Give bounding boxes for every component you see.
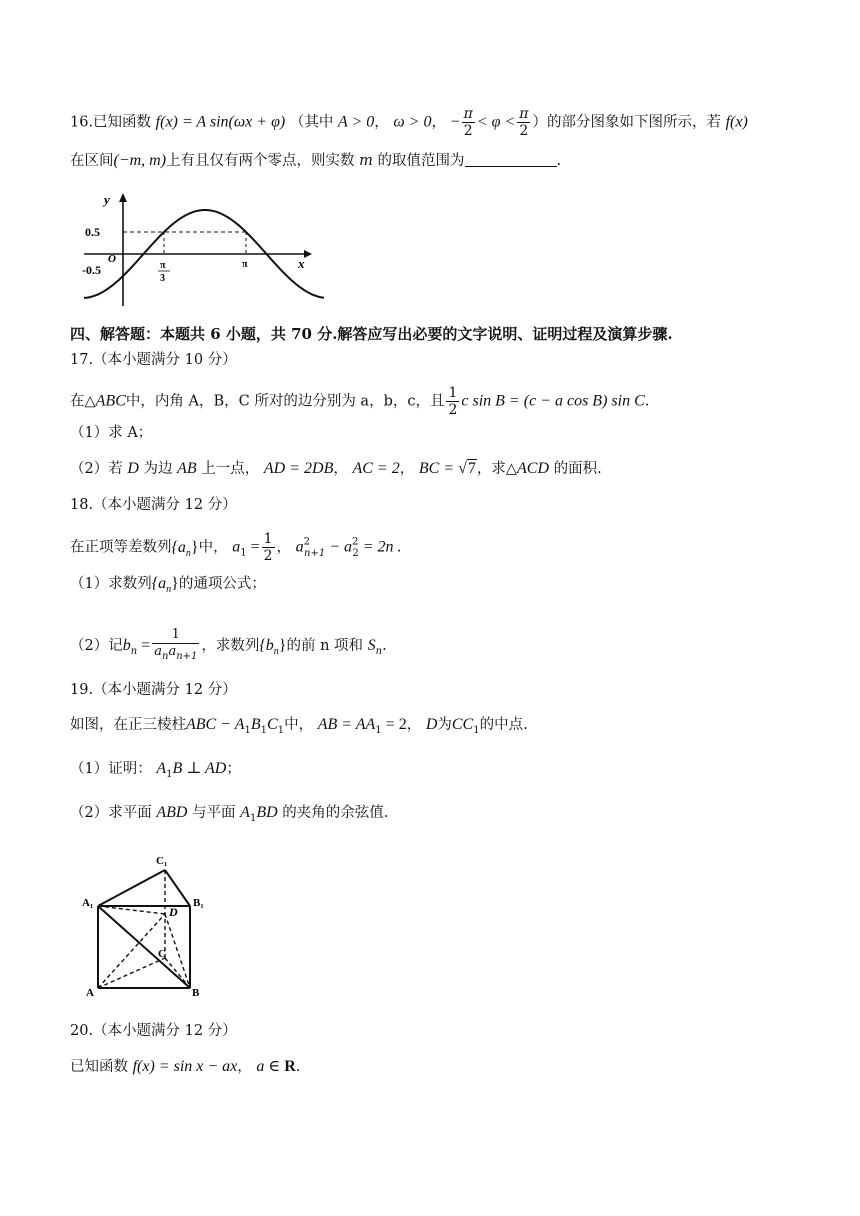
label-c: C	[158, 948, 166, 960]
x-axis-label: x	[298, 256, 305, 271]
q16-frac-left: $\frac{\pi}{2}$	[463, 106, 473, 139]
label-a: A	[86, 987, 94, 999]
q16-interval-lead: 在区间	[70, 153, 114, 169]
q17-header: 17.（本小题满分 10 分）	[70, 352, 237, 368]
q16-fx: f(x)	[725, 113, 748, 131]
y-axis-arrow	[119, 193, 127, 202]
prism-figure	[80, 848, 220, 1003]
label-a1: A₁	[82, 897, 94, 909]
q20-header: 20.（本小题满分 12 分）	[70, 1023, 237, 1039]
tick-pi: π	[242, 259, 248, 270]
q16-line2: 在区间(−m, m)上有且仅有两个零点，则实数 m 的取值范围为 .	[70, 152, 562, 169]
sine-graph	[80, 188, 330, 308]
label-c1: C₁	[156, 855, 168, 867]
q16-frac-right: $\frac{\pi}{2}$	[519, 106, 529, 139]
q16-function: f(x) = A sin(ωx + φ)	[155, 113, 286, 131]
q18-header: 18.（本小题满分 12 分）	[70, 497, 237, 513]
tick-pi3-num: π	[160, 260, 166, 271]
q17-part1: （1）求 A；	[70, 425, 153, 441]
q16-m: m	[359, 153, 373, 169]
label-d: D	[169, 905, 178, 919]
x-axis-arrow	[304, 250, 312, 258]
tick-pi3-den: 3	[160, 273, 165, 284]
q18-part1: （1）求数列$\{a_n\}$的通项公式；	[70, 575, 266, 595]
y-axis-label: y	[104, 192, 110, 207]
q16-line2-text: 上有且仅有两个零点，则实数	[166, 153, 355, 169]
prism-solid-edges	[98, 870, 190, 988]
q16-line1: 16.已知函数 f(x) = A sin(ωx + φ) （其中 A > 0， ω > 0， − $\frac{\pi}{2}$ < φ < $\frac{\pi}{2}$ ）的部分图象如下图所示，若 f(x)	[70, 106, 748, 139]
q18-part2: （2）记$b_n$ = $\frac{1}{a_na_{n+1}}$ ，求数列$\{b_n\}$的前 n 项和 $S_n$.	[70, 627, 387, 662]
q19-header: 19.（本小题满分 12 分）	[70, 682, 237, 698]
tick-label-pos: 0.5	[85, 225, 100, 239]
q19-part1: （1）证明： $A_1B$ ⊥ AD；	[70, 760, 241, 780]
q19-part2: （2）求平面 ABD 与平面 $A_1BD$ 的夹角的余弦值.	[70, 804, 389, 824]
label-b1: B₁	[193, 897, 204, 909]
q19-stem: 如图，在正三棱柱ABC − $A_1B_1C_1$中， AB = $AA_1 = 2$， D为$CC_1$的中点.	[70, 716, 528, 736]
q16-lead: 16.已知函数	[70, 114, 152, 131]
tick-label-neg: -0.5	[82, 263, 101, 277]
q16-cond-w: ω > 0	[393, 113, 432, 131]
q16-cond-open: （其中	[289, 114, 334, 131]
q16-cond-a: A > 0	[337, 113, 375, 131]
q18-stem: 在正项等差数列$\{a_n\}$中， $a_1$ = $\frac{1}{2}$ ， $a^2_{n+1} - a^2_2 = 2n$ .	[70, 531, 402, 564]
q16-answer-blank	[465, 152, 557, 167]
q20-stem: 已知函数 f(x) = sin x − ax， a ∈ R.	[70, 1058, 301, 1075]
q17-part2: （2）若 D 为边 AB 上一点， AD = 2DB， AC = 2， BC = √7，求△ACD 的面积.	[70, 460, 602, 477]
q16-phi-range: < φ <	[476, 113, 516, 131]
q16-tail: ）的部分图象如下图所示，若	[532, 114, 721, 131]
origin-label: O	[108, 253, 116, 265]
section-4-heading: 四、解答题：本题共 6 小题，共 70 分.解答应写出必要的文字说明、证明过程及演算步骤.	[70, 325, 673, 343]
q16-line2-tail: 的取值范围为	[377, 153, 465, 169]
q17-stem: 在△ABC中，内角 A，B，C 所对的边分别为 a，b，c，且 $\frac{1}{2}$ c sin B = (c − a cos B) sin C.	[70, 385, 650, 418]
q16-interval: (−m, m)	[113, 152, 167, 169]
q17-equation: c sin B = (c − a cos B) sin C	[461, 392, 645, 410]
label-b: B	[192, 987, 200, 999]
